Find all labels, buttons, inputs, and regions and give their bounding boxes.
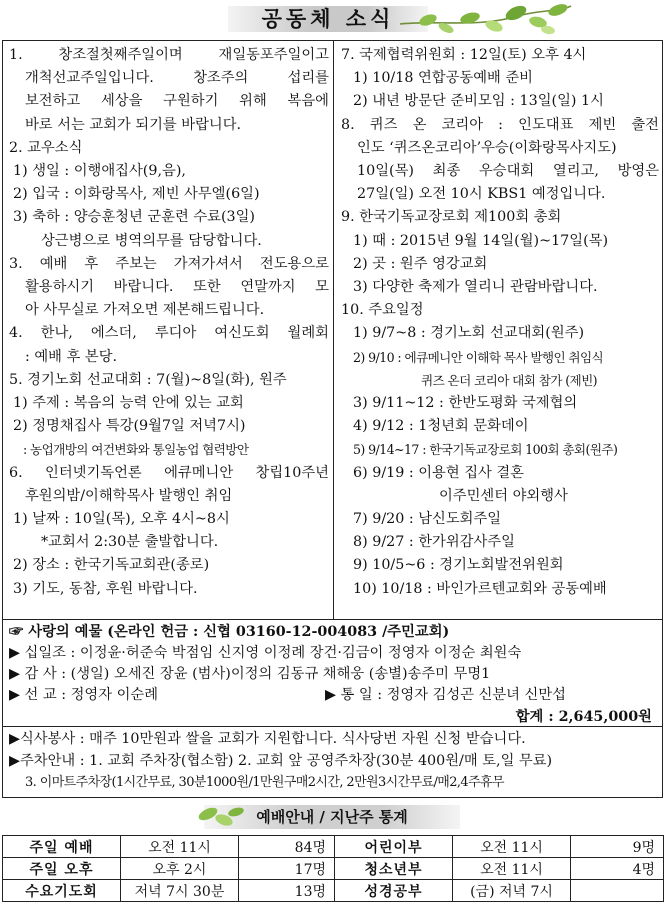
- news-line: 4) 9/12 : 1청년회 문화데이: [353, 418, 529, 435]
- news-line: 10) 10/18 : 바인가르텐교회와 공동예배: [353, 580, 607, 597]
- stats-title-band: [0, 802, 666, 832]
- news-line: 1) 생일 : 이행애집사(9,음),: [13, 163, 186, 180]
- leaf-vine-icon: [398, 2, 573, 40]
- news-line: : 예배 후 본당.: [25, 348, 118, 365]
- table-row: [3, 858, 664, 880]
- news-line: 인도 ‘퀴즈온코리아’우승(이화랑목사지도): [357, 139, 617, 156]
- notice-box: [2, 727, 663, 798]
- news-line: 10일(목) 최종 우승대회 열리고, 방영은: [357, 163, 659, 180]
- stats-table: [2, 835, 664, 902]
- news-line: 8. 퀴즈 온 코리아 : 인도대표 제빈 출전: [341, 116, 659, 133]
- offering-total: 합계 : 2,645,000원: [515, 709, 652, 725]
- news-line: 2) 내년 방문단 준비모임 : 13일(일) 1시: [353, 93, 604, 110]
- news-line: 3) 9/11~12 : 한반도평화 국제협의: [353, 395, 578, 412]
- news-line: 1) 9/7~8 : 경기노회 선교대회(원주): [353, 325, 585, 342]
- news-line: 10. 주요일정: [341, 302, 424, 319]
- news-line: 보전하고 세상을 구원하기 위해 복음에: [25, 93, 329, 110]
- right-column: [341, 44, 659, 601]
- news-line: 2) 곳 : 원주 영강교회: [353, 255, 488, 272]
- news-line: 1. 창조절첫째주일이며 재일동포주일이고: [9, 47, 329, 63]
- news-line: 1) 주제 : 복음의 능력 안에 있는 교회: [13, 395, 244, 412]
- offering-mission-row: [9, 685, 656, 706]
- news-line: 개척선교주일입니다. 창조주의 섭리를: [25, 70, 329, 87]
- news-line: 바로 서는 교회가 되기를 바랍니다.: [25, 116, 242, 133]
- news-line: *교회서 2:30분 출발합니다.: [41, 534, 219, 551]
- offering-tithe: ▶ 십일조 : 이정윤·허준숙 박점임 신지영 이정례 장건·김금이 정영자 이정순 최원숙: [9, 645, 522, 661]
- service-name: 성경공부: [335, 880, 453, 902]
- service-time: (금) 저녁 7시: [453, 880, 571, 902]
- service-name: 주일 예배: [3, 836, 121, 858]
- news-line: 4. 한나, 에스더, 루디아 여신도회 월례회: [9, 325, 329, 342]
- offering-box: [2, 620, 663, 727]
- service-count: [571, 880, 664, 902]
- news-line: 활용하시기 바랍니다. 또한 연말까지 모: [25, 279, 329, 296]
- news-line: 1) 날짜 : 10일(목), 오후 4시~8시: [13, 511, 230, 528]
- service-name: 수요기도회: [3, 880, 121, 902]
- service-time: 오후 2시: [121, 858, 239, 880]
- left-column: [9, 44, 329, 601]
- news-line: 이주민센터 야외행사: [439, 487, 568, 504]
- service-time: 저녁 7시 30분: [121, 880, 239, 902]
- service-name: 청소년부: [335, 858, 453, 880]
- offering-unification: ▶ 통 일 : 정영자 김성곤 신분녀 신만섭: [325, 687, 566, 703]
- offering-thanks: ▶ 감 사 : (생일) 오세진 장윤 (범사)이정의 김동규 채해웅 (송별)송주미 무명1: [9, 666, 491, 682]
- table-row: [3, 836, 664, 858]
- news-line: 아 사무실로 가져오면 제본해드립니다.: [25, 302, 265, 319]
- news-line: 3) 다양한 축제가 열리니 관람바랍니다.: [353, 279, 598, 296]
- title-band: [0, 2, 666, 36]
- parking-notice-2: 3. 이마트주차장(1시간무료, 30분1000원/1만원구매2시간, 2만원3시간무료/매2,4주휴무: [25, 775, 504, 790]
- service-time: 오전 11시: [121, 836, 239, 858]
- news-line: 후원의밤/이해학목사 발행인 취임: [25, 487, 233, 504]
- service-count: 4명: [571, 858, 664, 880]
- news-line: 3. 예배 후 주보는 가져가셔서 전도용으로: [9, 255, 329, 272]
- news-line: 7. 국제협력위원회 : 12일(토) 오후 4시: [341, 47, 587, 63]
- service-time: 오전 11시: [453, 858, 571, 880]
- news-line: 2. 교우소식: [9, 139, 83, 156]
- news-line: 6. 인터넷기독언론 에큐메니안 창립10주년: [9, 464, 329, 481]
- service-name: 어린이부: [335, 836, 453, 858]
- news-line: 2) 장소 : 한국기독교회관(종로): [13, 557, 210, 574]
- news-line: 9) 10/5~6 : 경기노회발전위원회: [353, 557, 564, 574]
- news-line: 3) 기도, 동참, 후원 바랍니다.: [13, 580, 198, 597]
- service-time: 오전 11시: [453, 836, 571, 858]
- service-count: 9명: [571, 836, 664, 858]
- meal-notice: ▶식사봉사 : 매주 10만원과 쌀을 교회가 지원합니다. 식사당번 자원 신청 받습니다.: [9, 731, 526, 747]
- news-line: 5) 9/14~17 : 한국기독교장로회 100회 총회(원주): [353, 442, 618, 458]
- service-name: 주일 오후: [3, 858, 121, 880]
- service-count: 84명: [239, 836, 335, 858]
- news-line: 2) 9/10 : 에큐메니안 이해학 목사 발행인 취임식: [353, 349, 604, 365]
- offering-heading: ☞ 사랑의 예물 (온라인 헌금 : 신협 03160-12-004083 /주민교회): [9, 624, 450, 640]
- service-count: 17명: [239, 858, 335, 880]
- news-line: 6) 9/19 : 이용현 집사 결혼: [353, 464, 524, 481]
- news-line: 1) 때 : 2015년 9월 14일(월)~17일(목): [353, 232, 609, 249]
- news-line: 8) 9/27 : 한가위감사주일: [353, 534, 515, 551]
- column-divider: [333, 41, 334, 619]
- news-line: : 농업개방의 여건변화와 통일농업 협력방안: [23, 442, 249, 458]
- table-row: [3, 880, 664, 902]
- news-line: 27일(일) 오전 10시 KBS1 예정입니다.: [357, 186, 606, 203]
- news-line: 3) 축하 : 양승훈청년 군훈련 수료(3일): [13, 209, 256, 226]
- news-line: 퀴즈 온더 코리아 대회 참가 (제빈): [421, 372, 597, 388]
- news-line: 1) 10/18 연합공동예배 준비: [353, 70, 533, 87]
- offering-mission: ▶ 선 교 : 정영자 이순례: [9, 687, 159, 703]
- news-line: 5. 경기노회 선교대회 : 7(월)~8일(화), 원주: [9, 371, 287, 388]
- news-line: 상근병으로 병역의무를 담당합니다.: [41, 232, 262, 249]
- news-line: 2) 정명채집사 특강(9월7일 저녁7시): [13, 418, 246, 435]
- parking-notice: ▶주차안내 : 1. 교회 주차장(협소함) 2. 교회 앞 공영주차장(30분 400원/매 토,일 무료): [9, 753, 553, 769]
- page-title: 공동체 소식: [261, 6, 395, 31]
- news-box: [2, 40, 663, 620]
- news-line: 7) 9/20 : 남신도회주일: [353, 511, 502, 528]
- news-line: 2) 입국 : 이화랑목사, 제빈 사무엘(6일): [13, 186, 260, 203]
- news-line: 9. 한국기독교장로회 제100회 총회: [341, 209, 562, 226]
- service-count: 13명: [239, 880, 335, 902]
- stats-title: 예배안내 / 지난주 통계: [256, 808, 408, 826]
